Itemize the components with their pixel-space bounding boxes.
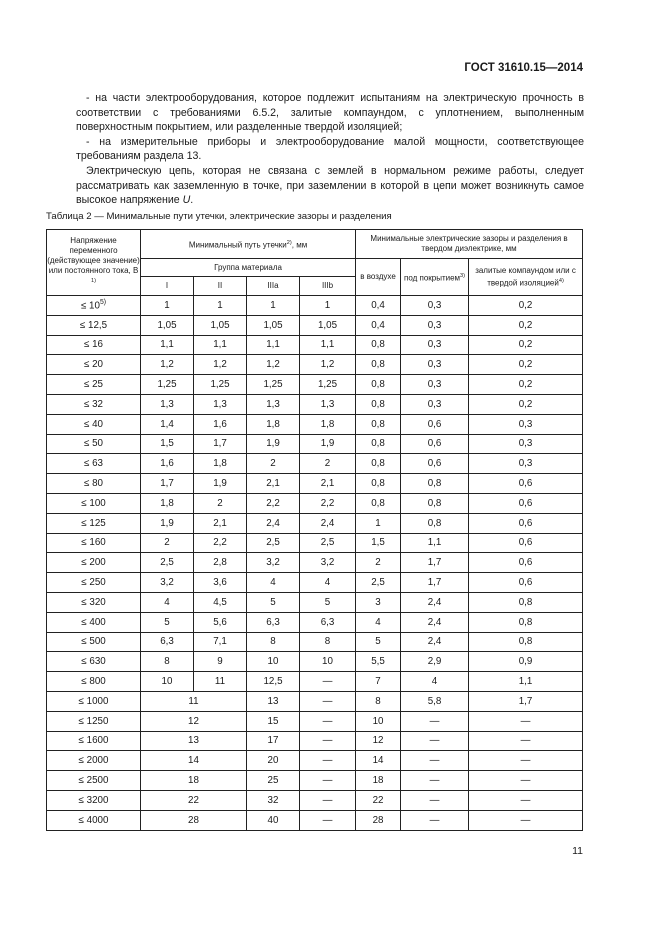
cell-potted: 0,2	[469, 335, 583, 355]
cell-in-air: 1	[356, 513, 401, 533]
cell-in-air: 14	[356, 751, 401, 771]
cell-voltage: ≤ 320	[47, 592, 141, 612]
cell-voltage: ≤ 400	[47, 612, 141, 632]
cell-group-i: 1,3	[141, 394, 194, 414]
cell-voltage: ≤ 3200	[47, 790, 141, 810]
cell-group-ii: 2,8	[194, 553, 247, 573]
cell-group-iiib: —	[300, 711, 356, 731]
cell-in-air: 0,8	[356, 375, 401, 395]
cell-group-ii: 7,1	[194, 632, 247, 652]
cell-under-coating: 0,3	[401, 296, 469, 316]
cell-voltage: ≤ 1000	[47, 691, 141, 711]
cell-in-air: 7	[356, 672, 401, 692]
cell-group-ii: 3,6	[194, 573, 247, 593]
cell-group-i-ii: 14	[141, 751, 247, 771]
cell-group-i: 1,9	[141, 513, 194, 533]
cell-under-coating: —	[401, 790, 469, 810]
table-row	[47, 493, 583, 513]
cell-under-coating: —	[401, 771, 469, 791]
cell-potted: 0,6	[469, 493, 583, 513]
cell-potted: —	[469, 711, 583, 731]
cell-group-i: 1,8	[141, 493, 194, 513]
table-row	[47, 296, 583, 316]
cell-group-iiia: 8	[247, 632, 300, 652]
cell-group-iiib: 1,2	[300, 355, 356, 375]
body-text	[76, 91, 584, 208]
cell-group-iiia: 2,2	[247, 493, 300, 513]
cell-voltage: ≤ 25	[47, 375, 141, 395]
cell-group-i: 6,3	[141, 632, 194, 652]
cell-group-iiib: —	[300, 672, 356, 692]
cell-group-ii: 2,2	[194, 533, 247, 553]
cell-in-air: 0,8	[356, 394, 401, 414]
cell-group-iiia: 17	[247, 731, 300, 751]
cell-in-air: 2	[356, 553, 401, 573]
cell-group-iiib: 1	[300, 296, 356, 316]
cell-group-i: 1,6	[141, 454, 194, 474]
cell-potted: 0,8	[469, 592, 583, 612]
cell-group-ii: 1,6	[194, 414, 247, 434]
table-row	[47, 573, 583, 593]
standard-code: ГОСТ 31610.15—2014	[464, 62, 583, 74]
cell-group-iiia: 20	[247, 751, 300, 771]
cell-group-iiib: 2,4	[300, 513, 356, 533]
cell-under-coating: 0,8	[401, 493, 469, 513]
cell-group-iiia: 13	[247, 691, 300, 711]
cell-under-coating: 1,7	[401, 553, 469, 573]
table-row	[47, 454, 583, 474]
table-row	[47, 513, 583, 533]
cell-in-air: 0,8	[356, 474, 401, 494]
cell-group-iiia: 10	[247, 652, 300, 672]
cell-group-iiia: 12,5	[247, 672, 300, 692]
cell-in-air: 0,8	[356, 414, 401, 434]
cell-in-air: 0,8	[356, 335, 401, 355]
cell-group-iiib: 1,3	[300, 394, 356, 414]
cell-in-air: 22	[356, 790, 401, 810]
cell-group-i: 1	[141, 296, 194, 316]
cell-voltage: ≤ 500	[47, 632, 141, 652]
cell-group-iiib: 10	[300, 652, 356, 672]
cell-voltage: ≤ 800	[47, 672, 141, 692]
header-creepage: Минимальный путь утечки$^{2)}$, мм	[141, 230, 356, 259]
cell-group-iiib: 1,9	[300, 434, 356, 454]
cell-potted: 0,2	[469, 375, 583, 395]
cell-group-i: 1,1	[141, 335, 194, 355]
cell-group-iiib: 2	[300, 454, 356, 474]
cell-group-i: 1,05	[141, 315, 194, 335]
table-row	[47, 711, 583, 731]
cell-under-coating: —	[401, 711, 469, 731]
cell-under-coating: 0,3	[401, 335, 469, 355]
cell-potted: 1,7	[469, 691, 583, 711]
table-2	[46, 229, 583, 831]
cell-group-iiia: 4	[247, 573, 300, 593]
cell-group-iiia: 32	[247, 790, 300, 810]
table-row	[47, 731, 583, 751]
header-voltage: Напряжение переменного (действующее значение) или постоянного тока, В $^{1)}$	[47, 230, 141, 296]
cell-in-air: 5	[356, 632, 401, 652]
cell-group-ii: 1,05	[194, 315, 247, 335]
cell-potted: 0,6	[469, 533, 583, 553]
cell-group-iiia: 6,3	[247, 612, 300, 632]
cell-under-coating: 0,6	[401, 454, 469, 474]
cell-group-iiib: —	[300, 751, 356, 771]
cell-group-ii: 2	[194, 493, 247, 513]
cell-group-iiib: 2,5	[300, 533, 356, 553]
cell-potted: 0,2	[469, 296, 583, 316]
cell-group-iiib: —	[300, 810, 356, 830]
cell-under-coating: 1,1	[401, 533, 469, 553]
cell-group-iiia: 40	[247, 810, 300, 830]
cell-potted: —	[469, 731, 583, 751]
cell-potted: 0,8	[469, 612, 583, 632]
cell-potted: 0,2	[469, 355, 583, 375]
cell-group-i-ii: 22	[141, 790, 247, 810]
cell-voltage: ≤ 4000	[47, 810, 141, 830]
cell-group-ii: 1,7	[194, 434, 247, 454]
cell-under-coating: 2,4	[401, 612, 469, 632]
cell-group-i: 3,2	[141, 573, 194, 593]
cell-group-iiib: 3,2	[300, 553, 356, 573]
cell-group-i-ii: 28	[141, 810, 247, 830]
cell-under-coating: 0,6	[401, 414, 469, 434]
paragraph-text: Электрическую цепь, которая не связана с землей в нормальном режиме работы, следует рассматривать как заземленную в точке, при заземлении в которой в цепи может возникнуть самое высокое напряжение	[76, 164, 584, 207]
header-under-coating: под покрытием$^{3)}$	[401, 259, 469, 296]
header-material-group: Группа материала	[141, 259, 356, 277]
cell-in-air: 0,8	[356, 454, 401, 474]
cell-group-ii: 1,2	[194, 355, 247, 375]
cell-group-ii: 2,1	[194, 513, 247, 533]
cell-voltage: ≤ 16	[47, 335, 141, 355]
cell-voltage: ≤ 1250	[47, 711, 141, 731]
cell-in-air: 3	[356, 592, 401, 612]
table-row	[47, 592, 583, 612]
cell-group-ii: 11	[194, 672, 247, 692]
header-potted: залитые компаундом или с твердой изоляцией$^{4)}$	[469, 259, 583, 296]
cell-potted: 1,1	[469, 672, 583, 692]
cell-voltage: ≤ 20	[47, 355, 141, 375]
cell-under-coating: 0,3	[401, 315, 469, 335]
table-body	[47, 296, 583, 831]
table-row	[47, 652, 583, 672]
cell-voltage: ≤ 63	[47, 454, 141, 474]
table-caption: Таблица 2 — Минимальные пути утечки, электрические зазоры и разделения	[46, 211, 392, 222]
table-row	[47, 474, 583, 494]
cell-group-i: 1,25	[141, 375, 194, 395]
cell-under-coating: —	[401, 731, 469, 751]
cell-group-ii: 1	[194, 296, 247, 316]
cell-group-iiia: 25	[247, 771, 300, 791]
table-row	[47, 335, 583, 355]
paragraph: - на измерительные приборы и электрооборудование малой мощности, соответствующее требованиям раздела 13.	[76, 135, 584, 163]
cell-in-air: 0,4	[356, 296, 401, 316]
cell-group-iiib: 1,1	[300, 335, 356, 355]
cell-under-coating: 1,7	[401, 573, 469, 593]
cell-in-air: 10	[356, 711, 401, 731]
voltage-symbol: U	[182, 194, 191, 207]
cell-voltage: ≤ 32	[47, 394, 141, 414]
cell-under-coating: 4	[401, 672, 469, 692]
cell-group-i: 2	[141, 533, 194, 553]
table-row	[47, 672, 583, 692]
cell-group-iiib: 2,1	[300, 474, 356, 494]
paragraph: - на части электрооборудования, которое подлежит испытаниям на электрическую прочность в соответствии с требованиями 6.5.2, залитые компаундом, с уплотнением, выполненным поверхностным покрытием, или разделенные твердой изоляцией;	[76, 92, 584, 134]
cell-voltage: ≤ 40	[47, 414, 141, 434]
cell-group-i: 5	[141, 612, 194, 632]
cell-in-air: 0,4	[356, 315, 401, 335]
header-clearance: Минимальные электрические зазоры и разделения в твердом диэлектрике, мм	[356, 230, 583, 259]
cell-group-iiib: 8	[300, 632, 356, 652]
table-row	[47, 394, 583, 414]
cell-potted: 0,2	[469, 315, 583, 335]
cell-in-air: 18	[356, 771, 401, 791]
cell-group-i: 1,5	[141, 434, 194, 454]
cell-group-iiia: 3,2	[247, 553, 300, 573]
cell-under-coating: 5,8	[401, 691, 469, 711]
table-row	[47, 355, 583, 375]
cell-group-iiia: 1,25	[247, 375, 300, 395]
cell-potted: 0,3	[469, 434, 583, 454]
cell-in-air: 0,8	[356, 355, 401, 375]
cell-group-iiib: 2,2	[300, 493, 356, 513]
cell-group-i-ii: 18	[141, 771, 247, 791]
cell-under-coating: 2,9	[401, 652, 469, 672]
cell-in-air: 5,5	[356, 652, 401, 672]
cell-potted: 0,3	[469, 454, 583, 474]
cell-potted: 0,6	[469, 573, 583, 593]
table-row	[47, 414, 583, 434]
cell-group-iiia: 2,5	[247, 533, 300, 553]
cell-group-iiib: —	[300, 691, 356, 711]
cell-group-iiia: 1,2	[247, 355, 300, 375]
cell-voltage: ≤ 2000	[47, 751, 141, 771]
table-row	[47, 315, 583, 335]
cell-voltage: ≤ 125	[47, 513, 141, 533]
cell-group-iiib: 1,8	[300, 414, 356, 434]
cell-in-air: 0,8	[356, 434, 401, 454]
cell-potted: 0,6	[469, 553, 583, 573]
cell-potted: —	[469, 790, 583, 810]
cell-group-iiib: —	[300, 731, 356, 751]
cell-potted: —	[469, 771, 583, 791]
cell-under-coating: 2,4	[401, 632, 469, 652]
header-in-air: в воздухе	[356, 259, 401, 296]
cell-group-iiib: —	[300, 790, 356, 810]
cell-potted: 0,2	[469, 394, 583, 414]
cell-under-coating: 0,3	[401, 375, 469, 395]
cell-group-iiia: 2,1	[247, 474, 300, 494]
period: .	[190, 194, 194, 207]
cell-group-ii: 1,9	[194, 474, 247, 494]
cell-group-iiia: 1,3	[247, 394, 300, 414]
cell-voltage: ≤ $10^{5)}$	[47, 296, 141, 316]
table-row	[47, 790, 583, 810]
cell-group-i-ii: 11	[141, 691, 247, 711]
header-group-i: I	[141, 277, 194, 296]
cell-group-iiia: 15	[247, 711, 300, 731]
cell-group-iiia: 1,8	[247, 414, 300, 434]
table-row	[47, 434, 583, 454]
cell-group-iiib: 4	[300, 573, 356, 593]
cell-group-ii: 9	[194, 652, 247, 672]
header-group-iiia: IIIa	[247, 277, 300, 296]
cell-potted: —	[469, 751, 583, 771]
table-row	[47, 771, 583, 791]
cell-voltage: ≤ 80	[47, 474, 141, 494]
cell-voltage: ≤ 50	[47, 434, 141, 454]
page-number: 11	[572, 845, 583, 857]
cell-group-iiib: 6,3	[300, 612, 356, 632]
table-row	[47, 553, 583, 573]
table-row	[47, 612, 583, 632]
table-row	[47, 632, 583, 652]
cell-potted: 0,6	[469, 513, 583, 533]
cell-group-ii: 1,3	[194, 394, 247, 414]
cell-group-iiia: 2	[247, 454, 300, 474]
cell-group-iiia: 1	[247, 296, 300, 316]
cell-in-air: 4	[356, 612, 401, 632]
cell-group-ii: 5,6	[194, 612, 247, 632]
cell-in-air: 1,5	[356, 533, 401, 553]
cell-group-ii: 1,25	[194, 375, 247, 395]
cell-voltage: ≤ 100	[47, 493, 141, 513]
footnote-ref: 5)	[99, 299, 107, 307]
cell-in-air: 0,8	[356, 493, 401, 513]
cell-voltage: ≤ 2500	[47, 771, 141, 791]
header-group-ii: II	[194, 277, 247, 296]
cell-group-iiia: 5	[247, 592, 300, 612]
cell-group-i-ii: 12	[141, 711, 247, 731]
cell-group-iiia: 1,05	[247, 315, 300, 335]
cell-group-ii: 1,1	[194, 335, 247, 355]
cell-voltage: ≤ 1600	[47, 731, 141, 751]
cell-under-coating: —	[401, 751, 469, 771]
cell-group-iiia: 1,1	[247, 335, 300, 355]
table-row	[47, 751, 583, 771]
cell-under-coating: 0,8	[401, 513, 469, 533]
cell-in-air: 2,5	[356, 573, 401, 593]
cell-group-iiia: 2,4	[247, 513, 300, 533]
cell-group-ii: 1,8	[194, 454, 247, 474]
cell-group-i: 10	[141, 672, 194, 692]
cell-under-coating: 0,3	[401, 355, 469, 375]
cell-voltage: ≤ 200	[47, 553, 141, 573]
cell-group-i: 2,5	[141, 553, 194, 573]
cell-group-i: 4	[141, 592, 194, 612]
cell-voltage: ≤ 630	[47, 652, 141, 672]
cell-potted: 0,3	[469, 414, 583, 434]
table-row	[47, 810, 583, 830]
cell-group-iiib: 5	[300, 592, 356, 612]
cell-voltage: ≤ 12,5	[47, 315, 141, 335]
cell-voltage: ≤ 250	[47, 573, 141, 593]
table-row	[47, 691, 583, 711]
cell-in-air: 28	[356, 810, 401, 830]
cell-group-i: 8	[141, 652, 194, 672]
cell-group-i-ii: 13	[141, 731, 247, 751]
cell-under-coating: 2,4	[401, 592, 469, 612]
cell-group-iiib: 1,05	[300, 315, 356, 335]
cell-under-coating: 0,8	[401, 474, 469, 494]
cell-potted: 0,8	[469, 632, 583, 652]
cell-in-air: 8	[356, 691, 401, 711]
cell-group-ii: 4,5	[194, 592, 247, 612]
cell-group-i: 1,7	[141, 474, 194, 494]
cell-in-air: 12	[356, 731, 401, 751]
cell-group-i: 1,4	[141, 414, 194, 434]
cell-under-coating: 0,6	[401, 434, 469, 454]
cell-under-coating: —	[401, 810, 469, 830]
cell-potted: —	[469, 810, 583, 830]
table-row	[47, 375, 583, 395]
cell-group-iiib: 1,25	[300, 375, 356, 395]
cell-potted: 0,9	[469, 652, 583, 672]
cell-group-i: 1,2	[141, 355, 194, 375]
cell-under-coating: 0,3	[401, 394, 469, 414]
cell-voltage: ≤ 160	[47, 533, 141, 553]
table-row	[47, 533, 583, 553]
header-group-iiib: IIIb	[300, 277, 356, 296]
cell-group-iiib: —	[300, 771, 356, 791]
cell-potted: 0,6	[469, 474, 583, 494]
paragraph	[76, 164, 584, 208]
cell-group-iiia: 1,9	[247, 434, 300, 454]
